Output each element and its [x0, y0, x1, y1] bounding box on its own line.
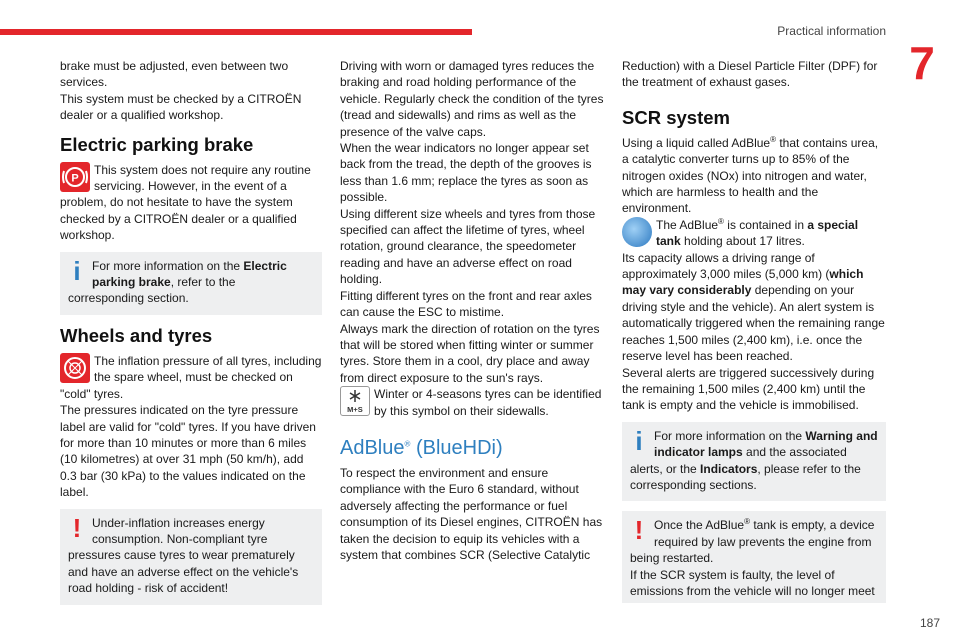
- column-2: [340, 58, 604, 563]
- intro-paragraph: This system must be checked by a CITROËN dealer or a qualified workshop.: [60, 91, 302, 123]
- epb-text: This system does not require any routine servicing. However, in the event of a problem, do not hesitate to have the system checked by a CITROËN dealer or a qualified workshop.: [60, 162, 311, 243]
- column-1: [60, 58, 322, 615]
- scr-continued: Reduction) with a Diesel Particle Filter (DPF) for the treatment of exhaust gases.: [622, 59, 878, 90]
- adblue-paragraph: To respect the environment and ensure compliance with the Euro 6 standard, without adversely affecting the performance or fuel consumption of its Diesel engines, CITROËN has taken the decision to equip its vehicles with a system that combines SCR (Selective Catalytic: [340, 465, 603, 562]
- info-icon: i: [73, 255, 81, 286]
- warning-text-2: If the SCR system is faulty, the level of emissions from the vehicle will no longer meet: [630, 567, 875, 598]
- wheels-text-2: The pressures indicated on the tyre pressure label are valid for "cold" tyres. If you have driven for more than 10 minutes or more than 6 miles (10 kilometres) at over 31 mph (50 km/h), add 0.3 bar (30 kPa) to the values indicated on the label.: [60, 403, 316, 500]
- heading-scr-system: SCR system: [622, 106, 730, 128]
- adblue-drop-icon: [622, 217, 652, 247]
- parking-brake-icon: [60, 162, 90, 192]
- adblue-tank-block: [622, 217, 886, 250]
- info-icon: i: [635, 425, 643, 456]
- heading-adblue: AdBlue® (BlueHDi): [340, 436, 503, 459]
- info-text: For more information on the Warning and indicator lamps and the associated alerts, or the Indicators, please refer to the corresponding sections.: [630, 428, 878, 492]
- warning-icon: !: [634, 515, 644, 546]
- warning-text: Once the AdBlue® tank is empty, a device required by law prevents the engine from being restarted.: [630, 517, 875, 566]
- winter-tyre-text: Winter or 4-seasons tyres can be identified by this symbol on their sidewalls.: [374, 387, 602, 418]
- epb-block: [60, 162, 322, 244]
- header-accent-bar: [0, 29, 472, 35]
- warning-text: Under-inflation increases energy consumption. Non-compliant tyre pressures cause tyres to wear prematurely and have an adverse effect on the vehicle's road holding - risk of accident!: [68, 515, 299, 596]
- page-number: 187: [919, 616, 940, 630]
- wheels-text: The inflation pressure of all tyres, including the spare wheel, must be checked on "cold" tyres.: [60, 353, 322, 401]
- warning-box: [60, 509, 322, 605]
- tyre-icon: [60, 353, 90, 383]
- winter-tyre-block: [340, 386, 604, 419]
- tyre-paragraph: Fitting different tyres on the front and rear axles can cause the ESC to mistime.: [340, 288, 592, 320]
- tank-text: The AdBlue® is contained in a special tank holding about 17 litres.: [656, 216, 859, 249]
- warning-box: [622, 511, 886, 603]
- chapter-number: 7: [909, 37, 935, 89]
- column-3: [622, 58, 886, 613]
- info-box: [60, 252, 322, 315]
- section-title: Practical information: [777, 24, 886, 38]
- scr-paragraph: Using a liquid called AdBlue® that contains urea, a catalytic converter turns up to 85% of the nitrogen oxides (NOx) into nitrogen and water, which are harmless to health and the environment.: [622, 134, 879, 216]
- wheels-block: [60, 353, 322, 402]
- range-text: Its capacity allows a driving range of approximately 3,000 miles (5,000 km) (which may vary considerably depending on your driving style and the vehicle). An alert system is automatically triggered when the remaining range reaches 1,500 miles (2,400 km), i.e. once the reserve level has been reached.: [622, 250, 885, 364]
- tyre-paragraph: Driving with worn or damaged tyres reduces the braking and road holding performance of the vehicle. Regularly check the condition of the tyres (tread and sidewalls) and rims as well as the presence of the valve caps.: [340, 59, 604, 139]
- svg-text:P: P: [71, 172, 79, 185]
- info-text: For more information on the Electric parking brake, refer to the corresponding section.: [68, 258, 287, 306]
- heading-electric-parking-brake: Electric parking brake: [60, 133, 254, 155]
- alerts-text: Several alerts are triggered successively during the remaining 1,500 miles (2,400 km) until the tank is empty and the vehicle is immobilised.: [622, 365, 875, 413]
- tyre-paragraph: Using different size wheels and tyres from those specified can affect the lifetime of tyres, wheel rotation, ground clearance, the speedometer reading and have an adverse effect on road holding.: [340, 206, 596, 287]
- snowflake-ms-icon: [340, 386, 370, 416]
- heading-wheels-and-tyres: Wheels and tyres: [60, 324, 213, 346]
- ms-label: M+S: [347, 405, 363, 415]
- info-box: [622, 422, 886, 502]
- tyre-paragraph: When the wear indicators no longer appear set back from the tread, the depth of the grooves is less than 1.6 mm; replace the tyres as soon as possible.: [340, 141, 592, 205]
- intro-paragraph: brake must be adjusted, even between two services.: [60, 59, 289, 90]
- warning-icon: !: [72, 512, 82, 543]
- tyre-paragraph: Always mark the direction of rotation on the tyres that will be stored when fitting winter or summer tyres. Store them in a cool, dry place and away from direct exposure to the sun's rays.: [340, 321, 600, 385]
